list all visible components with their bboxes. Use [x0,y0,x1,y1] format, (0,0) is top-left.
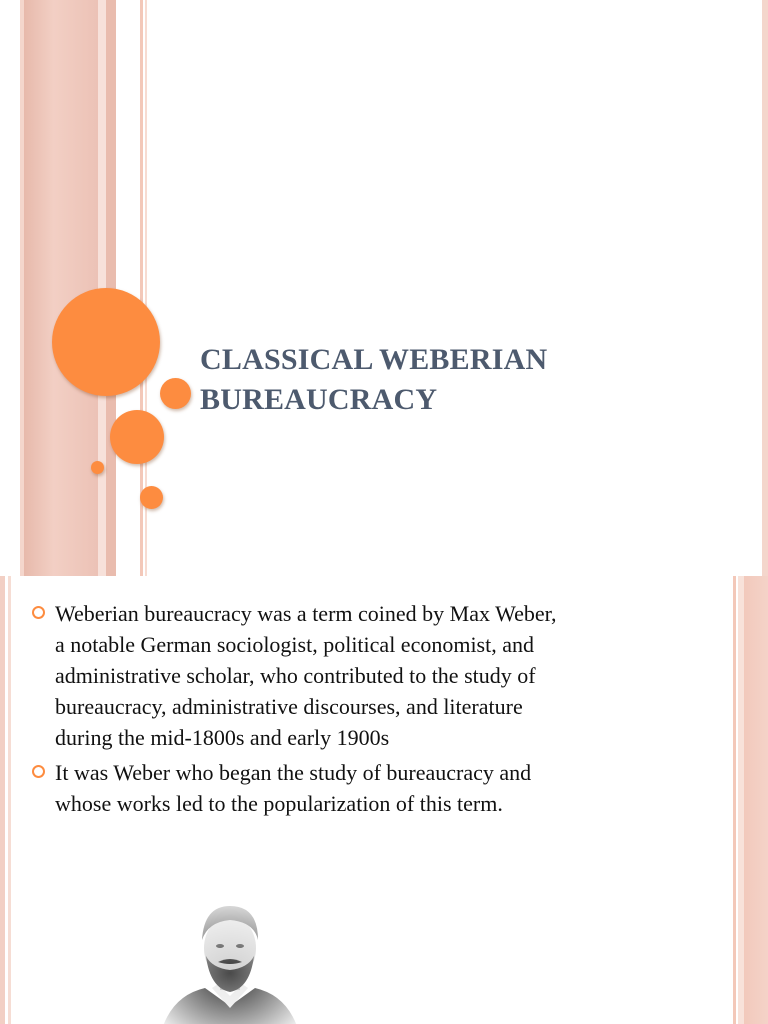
title-line: CLASSICAL WEBERIAN [200,343,548,376]
decor-circle [91,461,104,474]
decor-circle [52,288,160,396]
content-slide [0,576,768,1024]
bullet-list [30,598,690,823]
decor-circle [110,410,164,464]
decor-stripe [0,576,5,1024]
decor-circle [140,486,163,509]
bullet-item [30,757,690,819]
title-line: BUREAUCRACY [200,383,438,416]
bullet-circle-icon [32,606,45,619]
decor-stripe [744,576,768,1024]
slide-title [200,340,660,420]
bullet-line: administrative scholar, who contributed to the study of [55,663,536,688]
bullet-line: bureaucracy, administrative discourses, and literature [55,694,523,719]
bullet-line: a notable German sociologist, political economist, and [55,632,534,657]
portrait-photo [150,896,310,1024]
bullet-circle-icon [32,765,45,778]
bullet-item [30,598,690,753]
decor-stripe [24,0,98,576]
decor-stripe [733,576,736,1024]
bullet-line: whose works led to the popularization of this term. [55,791,503,816]
decor-circle [160,378,191,409]
bullet-line: It was Weber who began the study of bureaucracy and [55,760,532,785]
bullet-line: Weberian bureaucracy was a term coined by Max Weber, [55,601,557,626]
decor-stripe [8,576,11,1024]
bullet-line: during the mid-1800s and early 1900s [55,725,390,750]
decor-stripe [762,0,768,576]
